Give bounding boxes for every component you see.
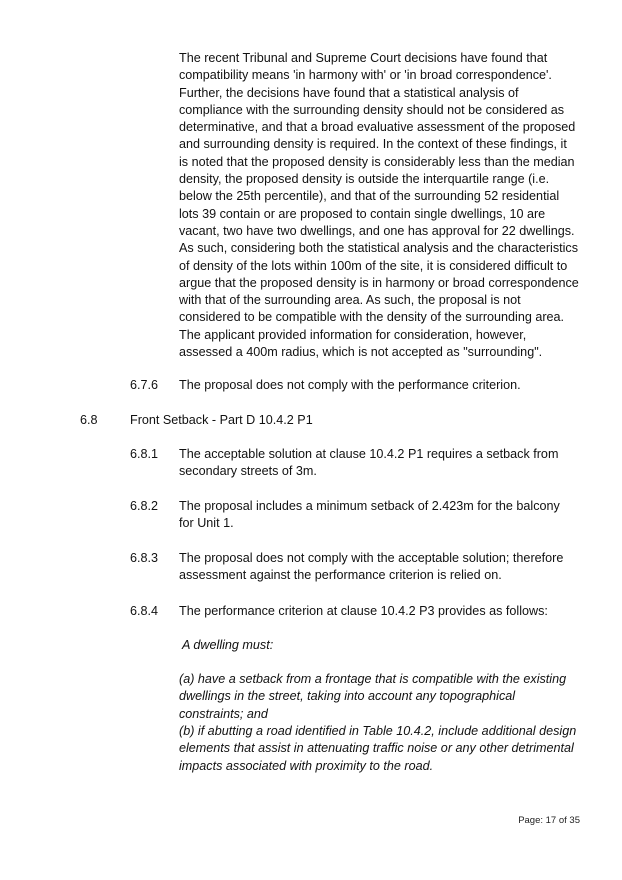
page-number: Page: 17 of 35 [518,815,580,826]
item-text: The performance criterion at clause 10.4.2 P3 provides as follows: [179,604,548,618]
quote-item-b: (b) if abutting a road identified in Table 10.4.2, include additional design elements that assist in attenuating traffic noise or any other detrimental impacts associated with proximity to the road. [179,724,577,773]
item-number: 6.8.2 [130,499,159,513]
item-text: The proposal does not comply with the acceptable solution; therefore assessment against the performance criterion is relied on. [179,551,564,583]
item-number: 6.7.6 [130,378,159,392]
item-number: 6.8.4 [130,604,159,618]
intro-paragraph: The recent Tribunal and Supreme Court decisions have found that compatibility means 'in harmony with' or 'in broad correspondence'. Further, the decisions have found that a statistical analysis of compliance with the surrounding density should not be considered as determinative, and that a broad evaluative assessment of the proposed and surrounding density is required. In the context of these findings, it is noted that the proposed density is considerably less than the median density, the proposed density is outside the interquartile range (i.e. below the 25th percentile), and that of the surrounding 52 residential lots 39 contain or are proposed to contain single dwellings, 10 are vacant, two have two dwellings, and one has approval for 22 dwellings. As such, considering both the statistical analysis and the characteristics of density of the lots within 100m of the site, it is considered difficult to argue that the proposed density is in harmony or broad correspondence with that of the surrounding area. As such, the proposal is not considered to be compatible with the density of the surrounding area. The applicant provided information for consideration, however, assessed a 400m radius, which is not accepted as "surrounding". [179,51,579,360]
quote-intro: A dwelling must: [182,638,274,652]
item-number: 6.8.3 [130,551,159,565]
item-text: The proposal includes a minimum setback of 2.423m for the balcony for Unit 1. [179,499,560,531]
item-text: The acceptable solution at clause 10.4.2 P1 requires a setback from secondary streets of 3m. [179,447,559,479]
item-text: The proposal does not comply with the performance criterion. [179,378,521,392]
section-number: 6.8 [80,413,98,427]
quote-item-a: (a) have a setback from a frontage that is compatible with the existing dwellings in the street, taking into account any topographical constraints; and [179,672,567,721]
item-number: 6.8.1 [130,447,159,461]
section-title: Front Setback - Part D 10.4.2 P1 [130,413,313,427]
